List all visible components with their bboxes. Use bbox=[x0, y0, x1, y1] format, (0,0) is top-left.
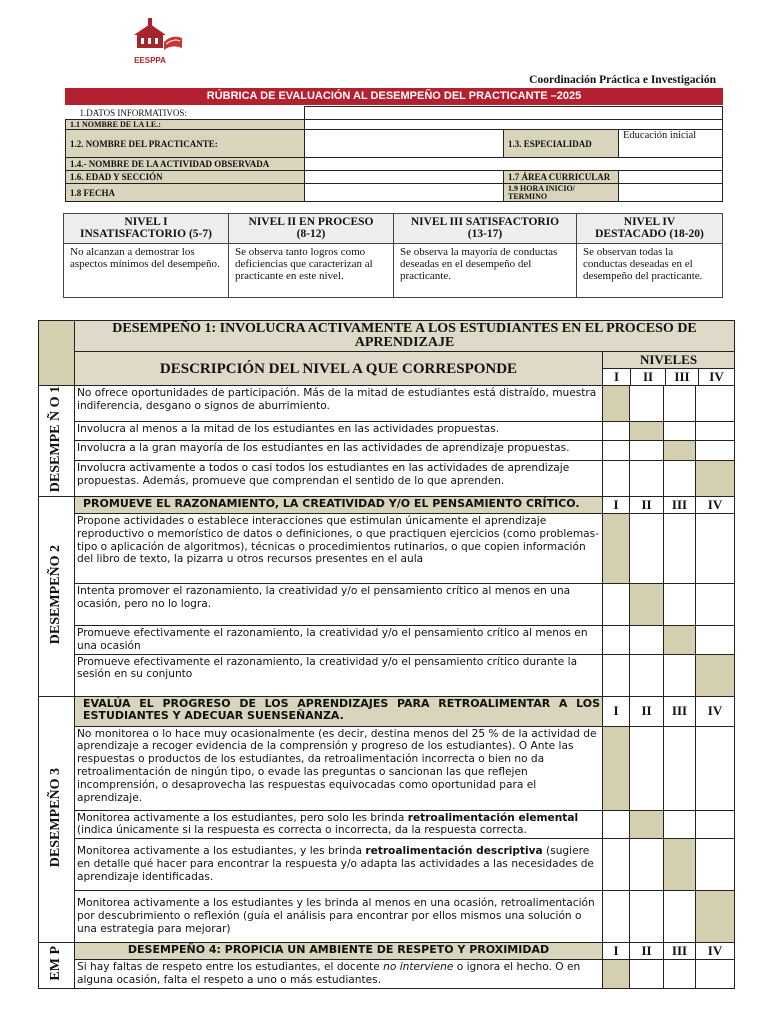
logo-text: EESPPA bbox=[134, 56, 166, 65]
score-cell[interactable] bbox=[603, 625, 630, 654]
d1-row-1: No ofrece oportunidades de participación. Más de la mitad de estudiantes está distraído, muestra indiferencia, desgano o signos de aburrimiento. bbox=[75, 386, 603, 422]
score-cell[interactable] bbox=[630, 513, 664, 583]
score-cell[interactable] bbox=[696, 441, 735, 461]
especialidad-field[interactable]: Educación inicial bbox=[619, 130, 723, 158]
score-cell[interactable] bbox=[664, 583, 696, 625]
score-cell[interactable] bbox=[696, 461, 735, 497]
score-cell[interactable] bbox=[630, 654, 664, 696]
ie-label: 1.1 NOMBRE DE LA I.E.: bbox=[66, 120, 305, 130]
edad-label: 1.6. EDAD Y SECCIÓN bbox=[66, 171, 305, 184]
d4-side-label: EM P bbox=[39, 943, 75, 989]
d4-title: DESEMPEÑO 4: PROPICIA UN AMBIENTE DE RESPETO Y PROXIMIDAD bbox=[75, 943, 603, 960]
col-header: IV bbox=[696, 943, 735, 960]
score-cell[interactable] bbox=[603, 726, 630, 810]
d4-row-1: Si hay faltas de respeto entre los estudiantes, el docente no interviene o ignora el hecho. O en alguna ocasión, falta el respeto a uno o más estudiantes. bbox=[75, 960, 603, 989]
score-cell[interactable] bbox=[603, 654, 630, 696]
d1-row-4: Involucra activamente a todos o casi todos los estudiantes en las actividades de aprendizaje propuestas. Además, promueve que comprendan el sentido de lo que aprenden. bbox=[75, 461, 603, 497]
score-cell[interactable] bbox=[603, 421, 630, 441]
d3-row-3: Monitorea activamente a los estudiantes, y les brinda retroalimentación descriptiva (sugiere en detalle qué hacer para encontrar la respuesta y/o adapta las actividades a las necesidades de aprendizaje identificadas. bbox=[75, 839, 603, 891]
score-cell[interactable] bbox=[664, 461, 696, 497]
score-cell[interactable] bbox=[664, 513, 696, 583]
score-cell[interactable] bbox=[630, 386, 664, 422]
d2-row-3: Promueve efectivamente el razonamiento, la creatividad y/o el pensamiento crítico al menos en una ocasión bbox=[75, 625, 603, 654]
d3-row-4: Monitorea activamente a los estudiantes y les brinda al menos en una ocasión, retroalimentación por descubrimiento o reflexión (guía el análisis para encontrar por ellos mismos una solución o una estrategia para mejorar) bbox=[75, 891, 603, 943]
d3-row-2: Monitorea activamente a los estudiantes, pero solo les brinda retroalimentación elemental (indica únicamente si la respuesta es correcta o incorrecta, da la respuesta correcta. bbox=[75, 810, 603, 839]
d3-side-label: DESEMPEÑO 3 bbox=[39, 696, 75, 943]
col-header: I bbox=[603, 943, 630, 960]
practicante-field[interactable] bbox=[305, 130, 504, 158]
info-table bbox=[65, 106, 723, 202]
area-field[interactable] bbox=[619, 171, 723, 184]
levels-table bbox=[63, 213, 723, 298]
score-cell[interactable] bbox=[603, 513, 630, 583]
score-cell[interactable] bbox=[696, 421, 735, 441]
level-4-header: NIVEL IV DESTACADO (18-20) bbox=[577, 214, 723, 244]
score-cell[interactable] bbox=[664, 960, 696, 989]
col-header: I bbox=[603, 696, 630, 726]
score-cell[interactable] bbox=[696, 625, 735, 654]
level-4-desc: Se observan todas la conductas deseadas en el desempeño del practicante. bbox=[577, 244, 723, 298]
col-header: II bbox=[630, 696, 664, 726]
score-cell[interactable] bbox=[603, 441, 630, 461]
col-header: III bbox=[664, 943, 696, 960]
score-cell[interactable] bbox=[630, 891, 664, 943]
score-cell[interactable] bbox=[630, 625, 664, 654]
d2-side-label: DESEMPEÑO 2 bbox=[39, 496, 75, 696]
score-cell[interactable] bbox=[603, 810, 630, 839]
score-cell[interactable] bbox=[603, 960, 630, 989]
d2-row-4: Promueve efectivamente el razonamiento, la creatividad y/o el pensamiento crítico durante la sesión en su conjunto bbox=[75, 654, 603, 696]
score-cell[interactable] bbox=[630, 726, 664, 810]
d1-side-label: DESEMPE Ñ O 1 bbox=[39, 386, 75, 497]
score-cell[interactable] bbox=[696, 839, 735, 891]
col-header: II bbox=[630, 943, 664, 960]
score-cell[interactable] bbox=[603, 386, 630, 422]
d1-row-3: Involucra a la gran mayoría de los estudiantes en las actividades de aprendizaje propuestas. bbox=[75, 441, 603, 461]
level-3-desc: Se observa la mayoría de conductas deseadas en el desempeño del practicante. bbox=[394, 244, 577, 298]
school-building-icon bbox=[128, 16, 190, 54]
score-cell[interactable] bbox=[696, 654, 735, 696]
rubric-table bbox=[38, 320, 735, 989]
col-header: I bbox=[603, 496, 630, 513]
corner-cell bbox=[39, 321, 75, 386]
score-cell[interactable] bbox=[664, 726, 696, 810]
coordination-label: Coordinación Práctica e Investigación bbox=[529, 74, 716, 86]
fecha-field[interactable] bbox=[305, 184, 504, 202]
score-cell[interactable] bbox=[696, 891, 735, 943]
score-cell[interactable] bbox=[664, 386, 696, 422]
score-cell[interactable] bbox=[696, 583, 735, 625]
area-label: 1.7 ÁREA CURRICULAR bbox=[504, 171, 619, 184]
score-cell[interactable] bbox=[630, 960, 664, 989]
level-1-desc: No alcanzan a demostrar los aspectos mínimos del desempeño. bbox=[64, 244, 229, 298]
d1-row-2: Involucra al menos a la mitad de los estudiantes en las actividades propuestas. bbox=[75, 421, 603, 441]
score-cell[interactable] bbox=[696, 726, 735, 810]
score-cell[interactable] bbox=[630, 441, 664, 461]
actividad-field[interactable] bbox=[305, 158, 723, 171]
score-cell[interactable] bbox=[603, 583, 630, 625]
edad-field[interactable] bbox=[305, 171, 504, 184]
col-header: IV bbox=[696, 696, 735, 726]
hora-label: 1.9 HORA INICIO/ TERMINO bbox=[504, 184, 619, 202]
score-cell[interactable] bbox=[630, 461, 664, 497]
score-cell[interactable] bbox=[664, 839, 696, 891]
d2-row-2: Intenta promover el razonamiento, la creatividad y/o el pensamiento crítico al menos en una ocasión, pero no lo logra. bbox=[75, 583, 603, 625]
score-cell[interactable] bbox=[630, 810, 664, 839]
logo bbox=[128, 16, 190, 64]
score-cell[interactable] bbox=[696, 513, 735, 583]
col-header: III bbox=[664, 696, 696, 726]
score-cell[interactable] bbox=[696, 386, 735, 422]
document-title: RÚBRICA DE EVALUACIÓN AL DESEMPEÑO DEL PRACTICANTE –2025 bbox=[65, 88, 723, 105]
d2-row-1: Propone actividades o establece interacciones que estimulan únicamente el aprendizaje reproductivo o memorístico de datos o definiciones, o que practiquen ejercicios (como problemas-tipo o aplicación de algoritmos), técnicas o procedimientos rutinarios, o que copien información del libro de texto, la pizarra u otros recursos presentes en el aula bbox=[75, 513, 603, 583]
col-header: III bbox=[664, 496, 696, 513]
especialidad-label: 1.3. ESPECIALIDAD bbox=[504, 130, 619, 158]
score-cell[interactable] bbox=[630, 421, 664, 441]
score-cell[interactable] bbox=[696, 810, 735, 839]
d3-title: EVALÚA EL PROGRESO DE LOS APRENDIZAJES PARA RETROALIMENTAR A LOS ESTUDIANTES Y ADECUAR SUENSEÑANZA. bbox=[75, 696, 603, 726]
level-2-header: NIVEL II EN PROCESO (8-12) bbox=[229, 214, 394, 244]
desc-header: DESCRIPCIÓN DEL NIVEL A QUE CORRESPONDE bbox=[75, 352, 603, 386]
level-2-desc: Se observa tanto logros como deficiencias que caracterizan al practicante en este nivel. bbox=[229, 244, 394, 298]
hora-field[interactable] bbox=[619, 184, 723, 202]
actividad-label: 1.4.- NOMBRE DE LA ACTIVIDAD OBSERVADA bbox=[66, 158, 305, 171]
ie-field[interactable] bbox=[305, 120, 723, 130]
score-cell[interactable] bbox=[664, 421, 696, 441]
score-cell[interactable] bbox=[603, 461, 630, 497]
score-cell[interactable] bbox=[603, 839, 630, 891]
niveles-header: NIVELES I II III IV bbox=[603, 352, 735, 386]
score-cell[interactable] bbox=[664, 654, 696, 696]
level-1-header: NIVEL I INSATISFACTORIO (5-7) bbox=[64, 214, 229, 244]
d1-title: DESEMPEÑO 1: INVOLUCRA ACTIVAMENTE A LOS ESTUDIANTES EN EL PROCESO DE APRENDIZAJE bbox=[75, 321, 735, 352]
d3-row-1: No monitorea o lo hace muy ocasionalmente (es decir, destina menos del 25 % de la actividad de aprendizaje a recoger evidencia de la comprensión y progreso de los estudiantes). O Ante las respuestas o productos de los estudiantes, da retroalimentación incorrecta o bien no da retroalimentación de ningún tipo, o evade las preguntas o sancionan las que reflejen incomprensión, o desaprovecha las respuestas equivocadas como oportunidad para el aprendizaje. bbox=[75, 726, 603, 810]
fecha-label: 1.8 FECHA bbox=[66, 184, 305, 202]
col-header: II bbox=[630, 496, 664, 513]
level-3-header: NIVEL III SATISFACTORIO (13-17) bbox=[394, 214, 577, 244]
score-cell[interactable] bbox=[696, 960, 735, 989]
score-cell[interactable] bbox=[664, 810, 696, 839]
score-cell[interactable] bbox=[603, 891, 630, 943]
score-cell[interactable] bbox=[664, 441, 696, 461]
practicante-label: 1.2. NOMBRE DEL PRACTICANTE: bbox=[66, 130, 305, 158]
d2-title: PROMUEVE EL RAZONAMIENTO, LA CREATIVIDAD Y/O EL PENSAMIENTO CRÍTICO. bbox=[75, 496, 603, 513]
score-cell[interactable] bbox=[664, 891, 696, 943]
score-cell[interactable] bbox=[630, 583, 664, 625]
col-header: IV bbox=[696, 496, 735, 513]
score-cell[interactable] bbox=[630, 839, 664, 891]
score-cell[interactable] bbox=[664, 625, 696, 654]
datos-informativos-label: 1.DATOS INFORMATIVOS: bbox=[79, 107, 187, 118]
